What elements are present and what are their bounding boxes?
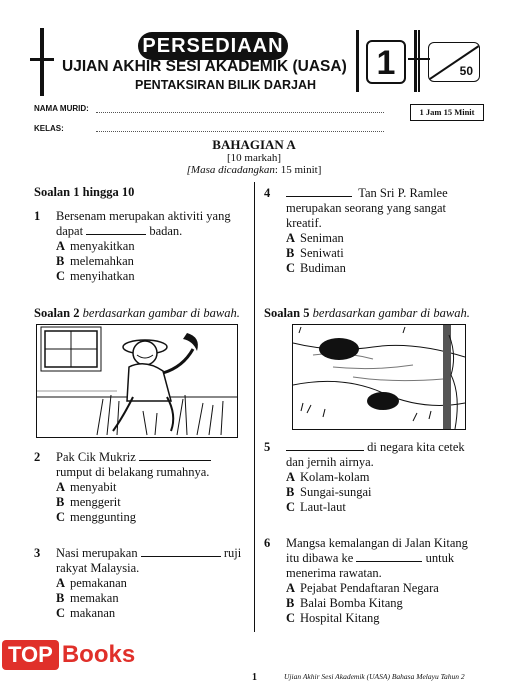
paper-number: 1	[366, 40, 406, 84]
score-box	[428, 42, 480, 82]
exam-subtitle: PENTAKSIRAN BILIK DARJAH	[135, 78, 317, 92]
section-marks: [10 markah]	[226, 152, 282, 164]
q2-number: 2	[34, 450, 41, 464]
section-title: BAHAGIAN A	[212, 137, 296, 152]
q5-line2: dan jernih airnya.	[286, 455, 374, 469]
q2-line2: rumput di belakang rumahnya.	[56, 465, 210, 479]
q1-line2	[56, 224, 252, 239]
q1-pre: dapat	[56, 224, 84, 238]
q5-number: 5	[264, 440, 271, 454]
q3-blank	[141, 556, 221, 557]
name-field[interactable]	[96, 112, 384, 113]
q3-option-b[interactable]: B memakan	[56, 591, 119, 605]
topbooks-logo	[2, 640, 135, 670]
q6-option-b[interactable]: B Balai Bomba Kitang	[286, 596, 403, 610]
score-total: 50	[459, 64, 473, 78]
q5-post: di negara kita cetek	[367, 440, 465, 454]
q4-option-c[interactable]: C Budiman	[286, 261, 346, 275]
header-left-cross	[30, 58, 54, 61]
class-label: KELAS:	[34, 124, 64, 133]
q4-post: Tan Sri P. Ramlee	[358, 186, 448, 200]
q6-blank	[356, 561, 422, 562]
q2-blank	[139, 460, 211, 461]
header-right-bar2	[418, 30, 420, 92]
q3-option-a[interactable]: A pemakanan	[56, 576, 127, 590]
time-badge: 1 Jam 15 Minit	[410, 104, 484, 121]
q3-pre: Nasi merupakan	[56, 546, 138, 560]
q6-option-c[interactable]: C Hospital Kitang	[286, 611, 380, 625]
q6-line3: menerima rawatan.	[286, 566, 382, 580]
q6-line1: Mangsa kemalangan di Jalan Kitang	[286, 536, 468, 550]
q6-pre: itu dibawa ke	[286, 551, 354, 565]
header-right-cross	[408, 58, 430, 60]
exam-title: UJIAN AKHIR SESI AKADEMIK (UASA)	[62, 58, 347, 75]
q4-option-b[interactable]: B Seniwati	[286, 246, 344, 260]
q2-text	[56, 450, 252, 525]
q4-line1	[286, 186, 482, 201]
q2-heading-bold: Soalan 2	[34, 306, 80, 320]
class-field[interactable]	[96, 131, 384, 132]
q4-number: 4	[264, 186, 271, 200]
q5-blank	[286, 450, 364, 451]
logo-books: Books	[61, 641, 136, 668]
q2-illustration-man-cutting-grass	[36, 324, 238, 438]
q3-text	[56, 546, 252, 621]
q1-post: badan.	[149, 224, 183, 238]
q2-illustration-svg	[37, 325, 237, 437]
q5-heading-bold: Soalan 5	[264, 306, 310, 320]
q4-blank	[286, 196, 352, 197]
time-prefix: [Masa dicadangkan	[186, 164, 275, 176]
time-value: : 15 minit]	[274, 164, 322, 176]
q2-heading-rest: berdasarkan gambar di bawah.	[79, 306, 240, 320]
q3-number: 3	[34, 546, 41, 560]
q3-line1	[56, 546, 252, 561]
q6-text	[286, 536, 486, 626]
q2-line1	[56, 450, 252, 465]
questions-heading: Soalan 1 hingga 10	[34, 185, 135, 199]
section-time	[0, 164, 508, 176]
name-label: NAMA MURID:	[34, 104, 89, 113]
q3-post: ruji	[223, 546, 242, 560]
q5-text	[286, 440, 482, 515]
q2-option-c[interactable]: C menggunting	[56, 510, 136, 524]
q1-blank	[86, 234, 146, 235]
q5-option-a[interactable]: A Kolam-kolam	[286, 470, 370, 484]
q4-line3: kreatif.	[286, 216, 322, 230]
q2-heading	[34, 306, 240, 321]
header-left-bar	[40, 28, 44, 96]
q5-heading	[264, 306, 470, 321]
q5-heading-rest: berdasarkan gambar di bawah.	[309, 306, 470, 320]
q4-option-a[interactable]: A Seniman	[286, 231, 344, 245]
footer-text: Ujian Akhir Sesi Akademik (UASA) Bahasa Melayu Tahun 2	[284, 672, 465, 681]
q3-line2: rakyat Malaysia.	[56, 561, 140, 575]
q1-text	[56, 209, 252, 284]
q1-line1: Bersenam merupakan aktiviti yang	[56, 209, 231, 223]
header-mid-bar	[356, 30, 359, 92]
q1-number: 1	[34, 209, 41, 223]
q6-number: 6	[264, 536, 271, 550]
page-number: 1	[252, 672, 257, 683]
q5-option-c[interactable]: C Laut-laut	[286, 500, 346, 514]
q1-option-a[interactable]: A menyakitkan	[56, 239, 135, 253]
q1-option-b[interactable]: B melemahkan	[56, 254, 134, 268]
q5-option-b[interactable]: B Sungai-sungai	[286, 485, 372, 499]
column-divider	[254, 182, 255, 632]
q5-illustration-river	[292, 324, 466, 430]
header-right-bar	[414, 30, 417, 92]
logo-top: TOP	[2, 640, 59, 670]
q2-option-a[interactable]: A menyabit	[56, 480, 117, 494]
q2-pre: Pak Cik Mukriz	[56, 450, 136, 464]
q4-text	[286, 186, 482, 276]
q6-option-a[interactable]: A Pejabat Pendaftaran Negara	[286, 581, 439, 595]
q6-post: untuk	[425, 551, 455, 565]
q6-line2	[286, 551, 486, 566]
brand-title: PERSEDIAAN	[138, 32, 288, 60]
q5-illustration-svg	[293, 325, 465, 429]
q4-line2: merupakan seorang yang sangat	[286, 201, 447, 215]
q1-option-c[interactable]: C menyihatkan	[56, 269, 135, 283]
q2-option-b[interactable]: B menggerit	[56, 495, 121, 509]
q3-option-c[interactable]: C makanan	[56, 606, 116, 620]
q5-line1	[286, 440, 482, 455]
